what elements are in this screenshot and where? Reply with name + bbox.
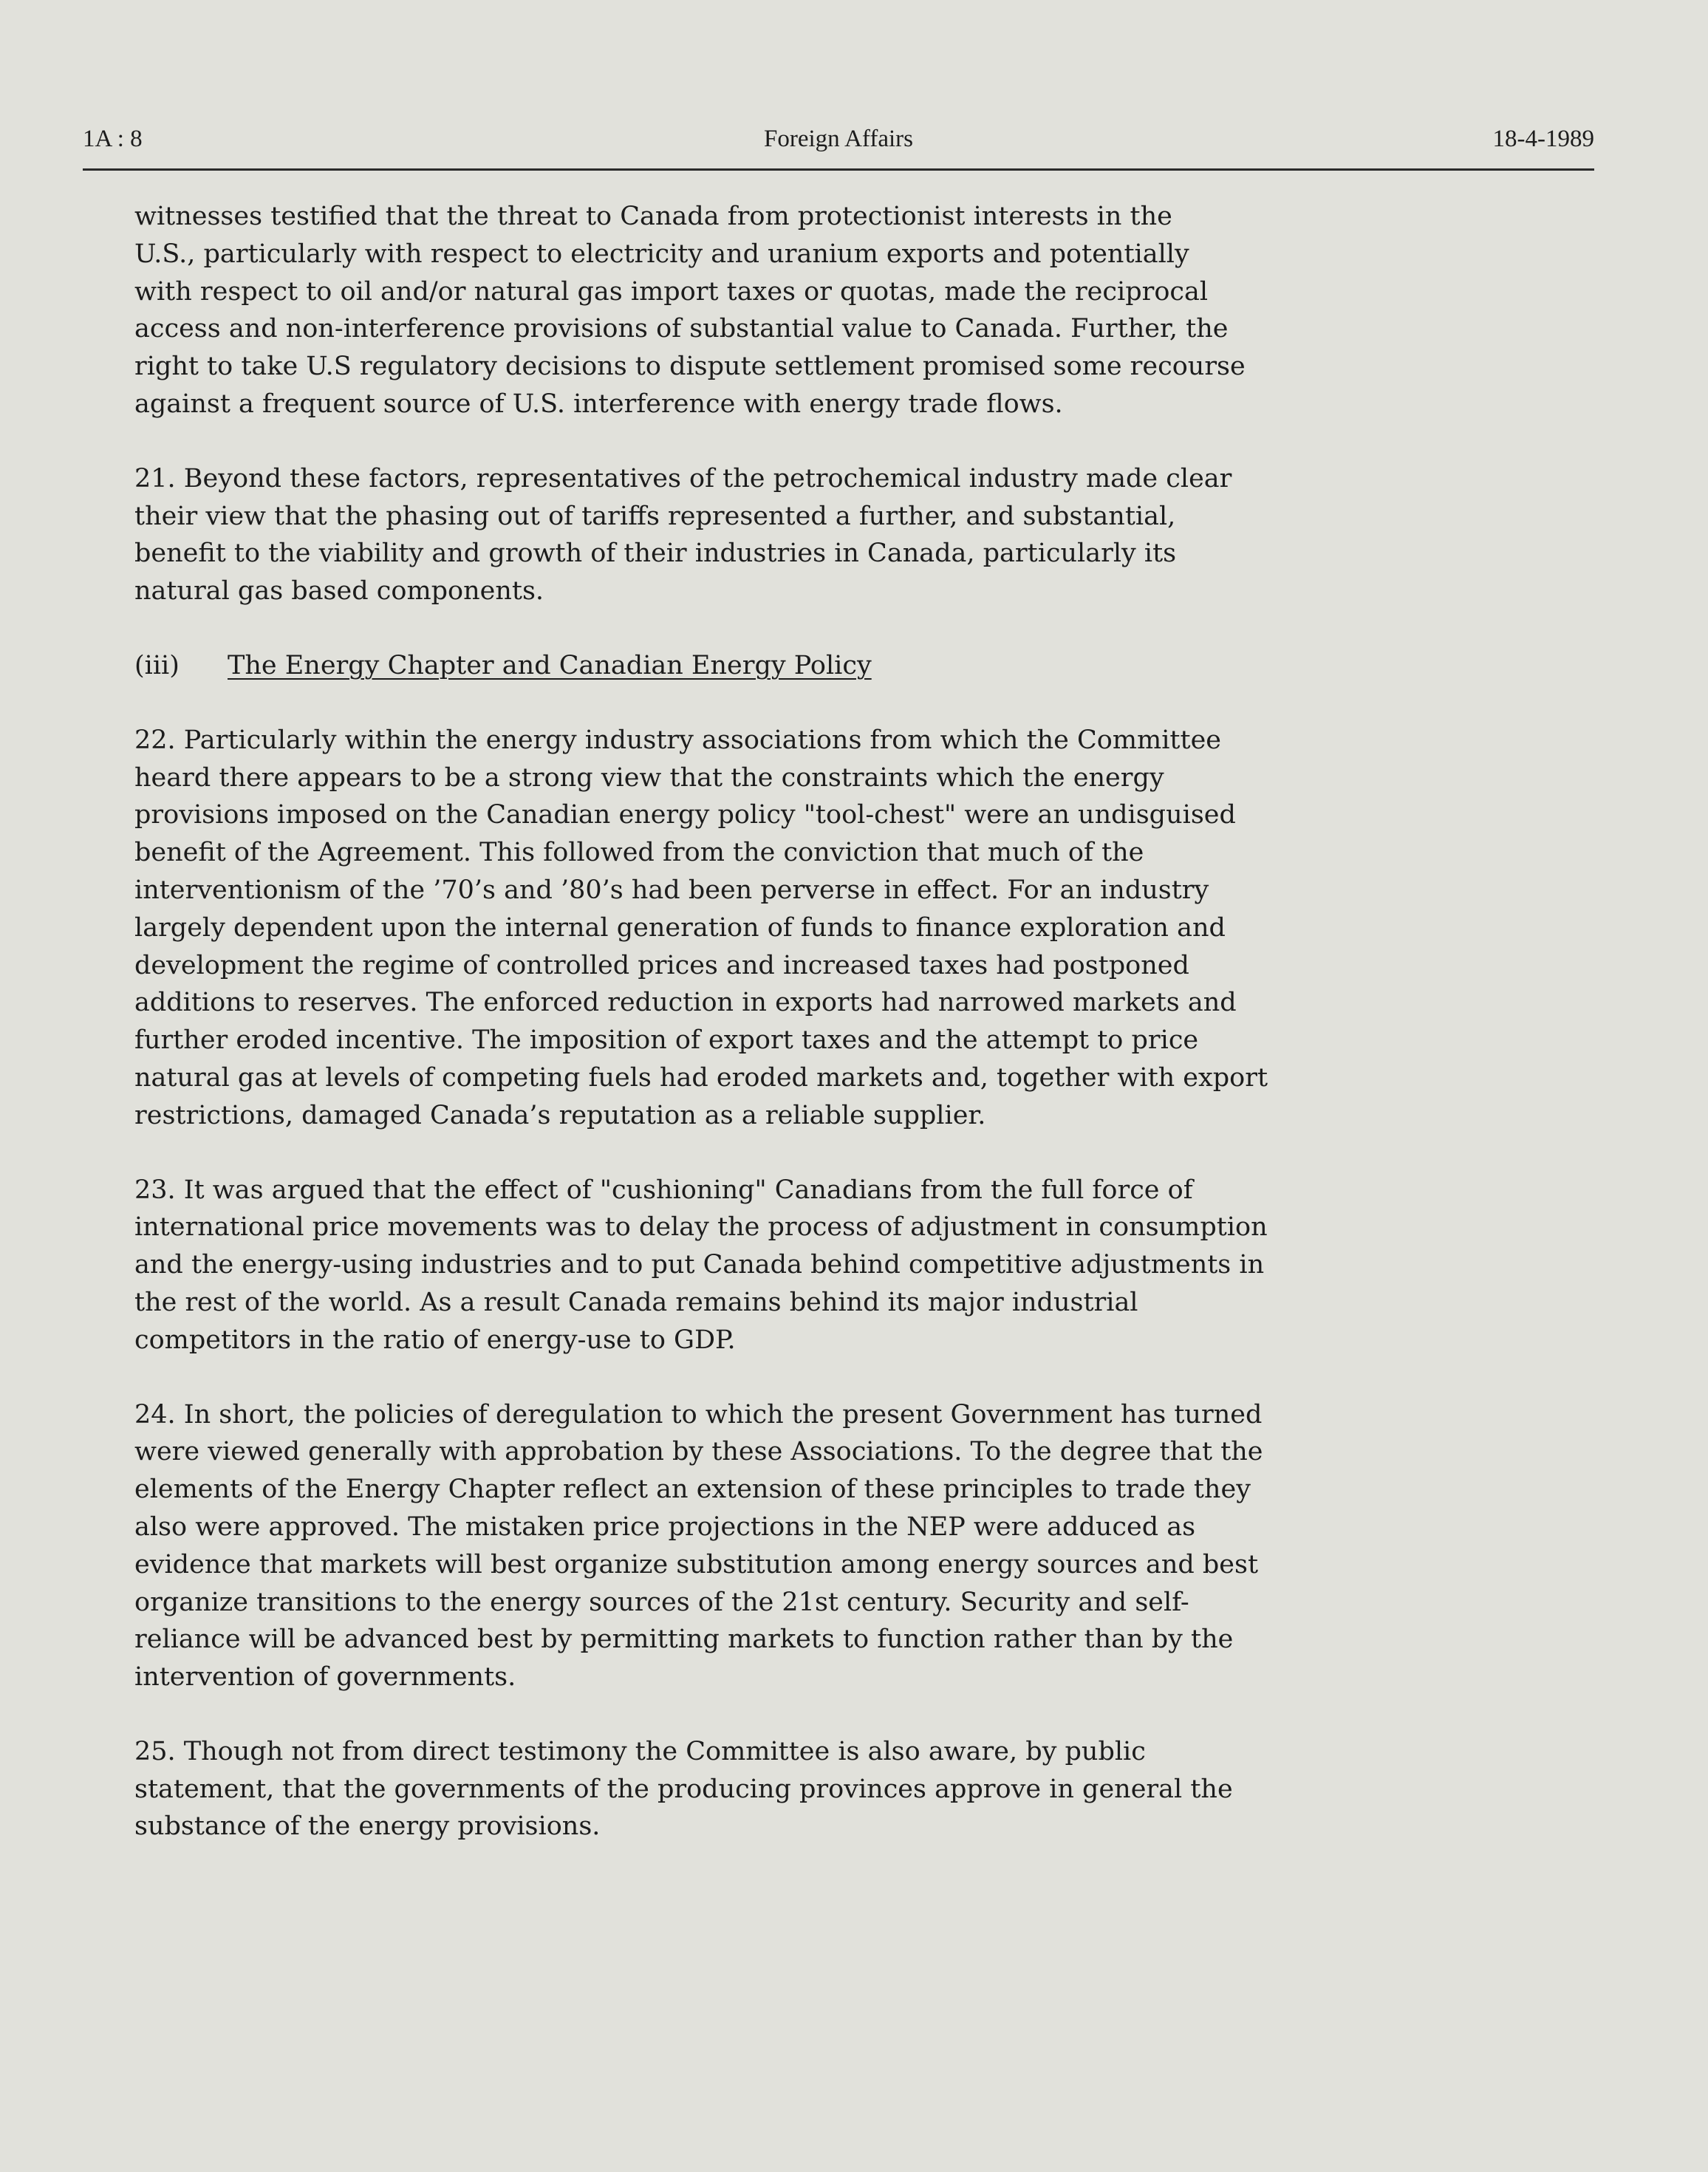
text-line: benefit of the Agreement. This followed from the conviction that much of the — [134, 838, 1144, 868]
text-line: reliance will be advanced best by permitting markets to function rather than by the — [134, 1625, 1234, 1655]
text-line: benefit to the viability and growth of their industries in Canada, particularly its — [134, 539, 1177, 569]
text-line: right to take U.S regulatory decisions to dispute settlement promised some recourse — [134, 352, 1246, 382]
text-line: against a frequent source of U.S. interference with energy trade flows. — [134, 389, 1063, 419]
text-line: additions to reserves. The enforced reduction in exports had narrowed markets and — [134, 988, 1237, 1018]
text-line: 21. Beyond these factors, representatives of the petrochemical industry made clear — [134, 463, 1232, 494]
paragraph-25 — [134, 1733, 1512, 1845]
text-line: the rest of the world. As a result Canada remains behind its major industrial — [134, 1287, 1138, 1317]
text-line: access and non-interference provisions of substantial value to Canada. Further, the — [134, 314, 1229, 344]
page-header — [83, 124, 1594, 171]
text-line: their view that the phasing out of tariffs represented a further, and substantial, — [134, 501, 1176, 531]
document-body — [134, 198, 1512, 1882]
paragraph-21 — [134, 460, 1512, 610]
text-line: restrictions, damaged Canada’s reputation as a reliable supplier. — [134, 1100, 986, 1130]
text-line: development the regime of controlled prices and increased taxes had postponed — [134, 950, 1189, 980]
text-line: provisions imposed on the Canadian energy policy "tool-chest" were an undisguised — [134, 800, 1236, 830]
section-number: (iii) — [134, 650, 180, 680]
text-line: with respect to oil and/or natural gas import taxes or quotas, made the reciprocal — [134, 276, 1209, 307]
page-reference: 1A : 8 — [83, 126, 143, 152]
text-line: were viewed generally with approbation by these Associations. To the degree that the — [134, 1437, 1263, 1467]
text-line: also were approved. The mistaken price projections in the NEP were adduced as — [134, 1512, 1196, 1542]
text-line: largely dependent upon the internal generation of funds to finance exploration and — [134, 912, 1226, 943]
text-line: organize transitions to the energy sources of the 21st century. Security and self- — [134, 1587, 1189, 1617]
section-title: The Energy Chapter and Canadian Energy Policy — [228, 650, 872, 680]
text-line: 24. In short, the policies of deregulation to which the present Government has turned — [134, 1399, 1263, 1430]
text-line: witnesses testified that the threat to Canada from protectionist interests in the — [134, 202, 1172, 231]
text-line: substance of the energy provisions. — [134, 1811, 601, 1842]
paragraph-24 — [134, 1396, 1512, 1696]
text-line: 25. Though not from direct testimony the Committee is also aware, by public — [134, 1736, 1146, 1766]
text-line: interventionism of the ’70’s and ’80’s had been perverse in effect. For an industry — [134, 875, 1209, 905]
text-line: heard there appears to be a strong view that the constraints which the energy — [134, 762, 1164, 793]
section-heading — [134, 647, 1512, 685]
text-line: statement, that the governments of the producing provinces approve in general the — [134, 1774, 1233, 1804]
publication-title: Foreign Affairs — [764, 126, 913, 152]
text-line: international price movements was to delay the process of adjustment in consumption — [134, 1212, 1268, 1243]
text-line: intervention of governments. — [134, 1662, 516, 1693]
text-line: 22. Particularly within the energy industry associations from which the Committee — [134, 725, 1221, 755]
text-line: and the energy-using industries and to put Canada behind competitive adjustments in — [134, 1250, 1265, 1280]
text-line: elements of the Energy Chapter reflect an extension of these principles to trade they — [134, 1475, 1251, 1505]
text-line: competitors in the ratio of energy-use to GDP. — [134, 1325, 736, 1355]
text-line: natural gas based components. — [134, 576, 544, 607]
header-date: 18-4-1989 — [1492, 126, 1594, 152]
text-line: evidence that markets will best organize substitution among energy sources and best — [134, 1549, 1259, 1580]
paragraph-22 — [134, 722, 1512, 1135]
paragraph-23 — [134, 1172, 1512, 1359]
text-line: U.S., particularly with respect to electricity and uranium exports and potentially — [134, 239, 1189, 269]
text-line: natural gas at levels of competing fuels had eroded markets and, together with export — [134, 1062, 1268, 1093]
paragraph-continued — [134, 198, 1512, 423]
text-line: 23. It was argued that the effect of "cushioning" Canadians from the full force of — [134, 1175, 1193, 1205]
text-line: further eroded incentive. The imposition of export taxes and the attempt to price — [134, 1025, 1199, 1056]
